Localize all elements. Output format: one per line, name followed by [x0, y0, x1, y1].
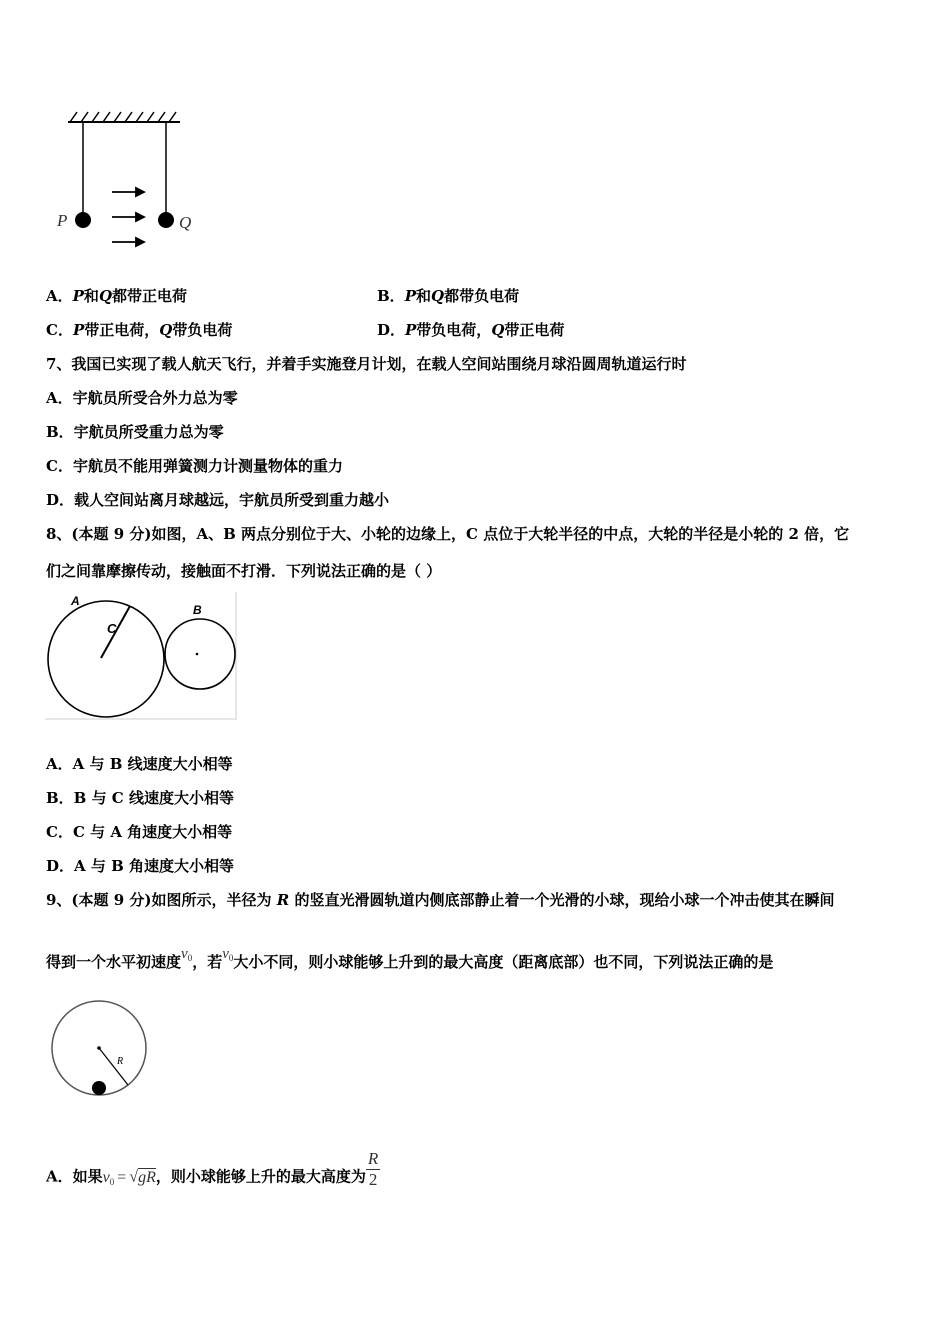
q8-option-c[interactable]: C．C 与 A 角速度大小相等: [46, 823, 233, 841]
q8-stem-line2: 们之间靠摩擦传动，接触面不打滑．下列说法正确的是（ ）: [46, 562, 442, 580]
sqrt-sign: √: [129, 1168, 139, 1186]
q8-stem-line1: 8、(本题 9 分)如图，A、B 两点分别位于大、小轮的边缘上，C 点位于大轮半径的中点，大轮的半径是小轮的 2 倍，它: [46, 525, 850, 543]
ball-p: [75, 212, 91, 228]
q7-stem: 7、我国已实现了载人航天飞行，并着手实施登月计划，在载人空间站围绕月球沿圆周轨道运行时: [46, 355, 687, 373]
q8-option-d[interactable]: D．A 与 B 角速度大小相等: [46, 857, 234, 875]
q9-option-a[interactable]: A．如果v0 = √gR，则小球能够上升的最大高度为 $\frac{R}{2}$: [46, 1149, 379, 1189]
label-r: R: [117, 1056, 124, 1067]
ceiling-hatch: [70, 112, 176, 122]
figure-charged-balls: [50, 105, 210, 255]
small-wheel: [165, 619, 235, 689]
q6-option-c[interactable]: C．P带正电荷，Q带负电荷: [46, 321, 233, 339]
small-wheel-center: [196, 653, 199, 656]
large-wheel: [48, 601, 164, 717]
v0-symbol: $v_0$: [222, 946, 234, 963]
small-ball: [92, 1081, 106, 1095]
q7-option-d[interactable]: D．载人空间站离月球越远，宇航员所受到重力越小: [46, 491, 390, 509]
q8-option-b[interactable]: B．B 与 C 线速度大小相等: [46, 789, 234, 807]
label-b: B: [193, 603, 202, 617]
figure-circular-track: [48, 1000, 152, 1100]
q6-option-b[interactable]: B．P和Q都带负电荷: [377, 287, 520, 305]
v0-symbol: $v_0$: [181, 946, 193, 963]
v0-symbol: v0: [102, 1168, 115, 1187]
figure-friction-wheels: [45, 592, 238, 722]
label-q: Q: [179, 213, 192, 232]
ball-q: [158, 212, 174, 228]
label-p: P: [57, 211, 68, 230]
fraction-r-over-2: $\frac{R}{2}$: [367, 1149, 379, 1189]
q7-option-a[interactable]: A．宇航员所受合外力总为零: [46, 389, 238, 407]
track-radius: [99, 1048, 128, 1085]
q6-option-d[interactable]: D．P带负电荷，Q带正电荷: [377, 321, 565, 339]
q8-option-a[interactable]: A．A 与 B 线速度大小相等: [46, 755, 233, 773]
field-arrows: [112, 188, 144, 246]
label-a: A: [71, 594, 80, 608]
q9-stem-line1: 9、(本题 9 分)如图所示，半径为 R 的竖直光滑圆轨道内侧底部静止着一个光滑的小球，现给小球一个冲击使其在瞬间: [46, 891, 835, 909]
q7-option-b[interactable]: B．宇航员所受重力总为零: [46, 423, 224, 441]
q9-stem-line2: 得到一个水平初速度$v_0$，若$v_0$大小不同，则小球能够上升到的最大高度（距离底部）也不同，下列说法正确的是: [46, 946, 774, 971]
q7-option-c[interactable]: C．宇航员不能用弹簧测力计测量物体的重力: [46, 457, 343, 475]
label-c: C: [107, 621, 117, 636]
q6-option-a[interactable]: A．P和Q都带正电荷: [46, 287, 188, 305]
